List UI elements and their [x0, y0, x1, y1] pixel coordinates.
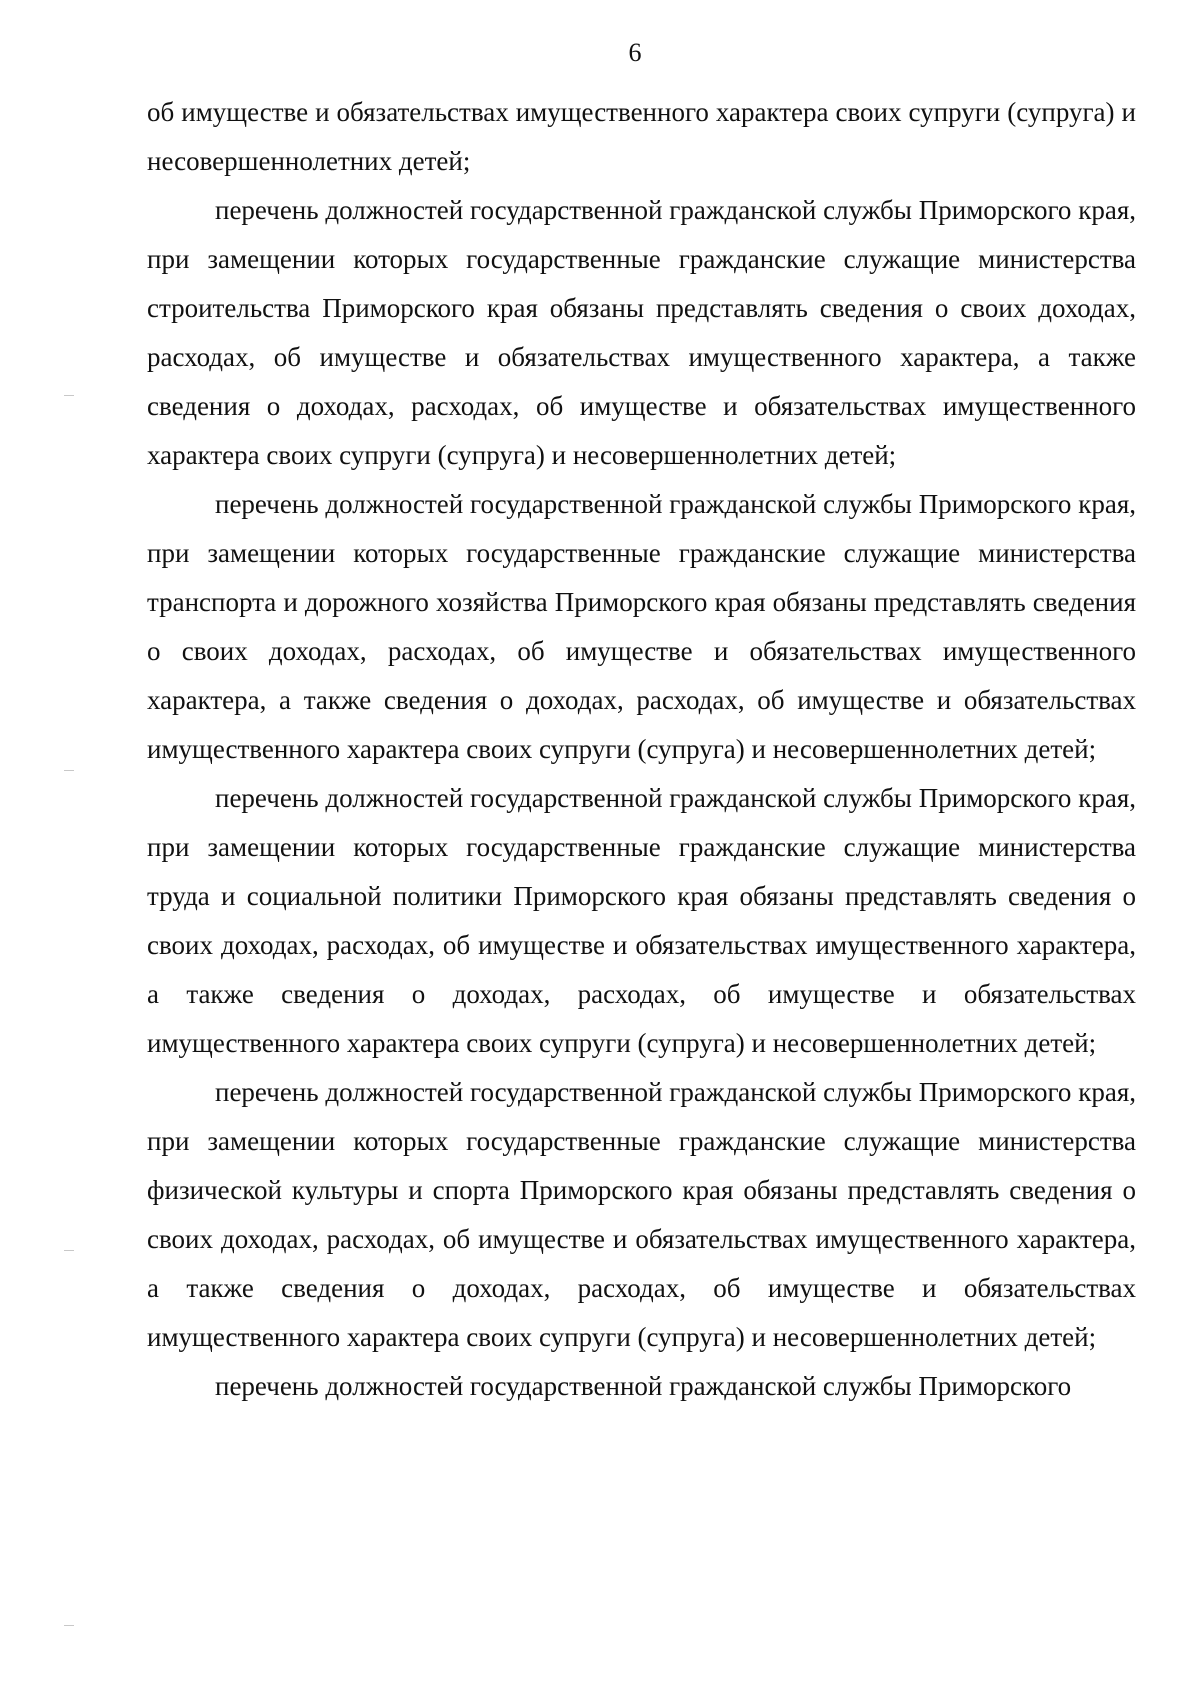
- scan-margin-mark: [64, 1250, 74, 1251]
- scan-margin-mark: [64, 395, 74, 396]
- paragraph-3: перечень должностей государственной гражданской службы Приморского края, при замещении которых государственные гражданские служащие министерства транспорта и дорожного хозяйства Приморского края обязаны представлять сведения о своих доходах, расходах, об имуществе и обязательствах имущественного характера, а также сведения о доходах, расходах, об имуществе и обязательствах имущественного характера своих супруги (супруга) и несовершеннолетних детей;: [147, 489, 1136, 764]
- paragraph-5: перечень должностей государственной гражданской службы Приморского края, при замещении которых государственные гражданские служащие министерства физической культуры и спорта Приморского края обязаны представлять сведения о своих доходах, расходах, об имуществе и обязательствах имущественного характера, а также сведения о доходах, расходах, об имуществе и обязательствах имущественного характера своих супруги (супруга) и несовершеннолетних детей;: [147, 1077, 1136, 1352]
- paragraph-6: перечень должностей государственной гражданской службы Приморского: [215, 1371, 1072, 1401]
- paragraph-2: перечень должностей государственной гражданской службы Приморского края, при замещении которых государственные гражданские служащие министерства строительства Приморского края обязаны представлять сведения о своих доходах, расходах, об имуществе и обязательствах имущественного характера, а также сведения о доходах, расходах, об имуществе и обязательствах имущественного характера своих супруги (супруга) и несовершеннолетних детей;: [147, 195, 1136, 470]
- scan-margin-mark: [64, 770, 74, 771]
- document-body: [147, 88, 1136, 1411]
- page-number: 6: [628, 38, 642, 67]
- scan-margin-mark: [64, 1625, 74, 1626]
- paragraph-1: об имуществе и обязательствах имущественного характера своих супруги (супруга) и несовершеннолетних детей;: [147, 97, 1136, 176]
- paragraph-4: перечень должностей государственной гражданской службы Приморского края, при замещении которых государственные гражданские служащие министерства труда и социальной политики Приморского края обязаны представлять сведения о своих доходах, расходах, об имуществе и обязательствах имущественного характера, а также сведения о доходах, расходах, об имуществе и обязательствах имущественного характера своих супруги (супруга) и несовершеннолетних детей;: [147, 783, 1136, 1058]
